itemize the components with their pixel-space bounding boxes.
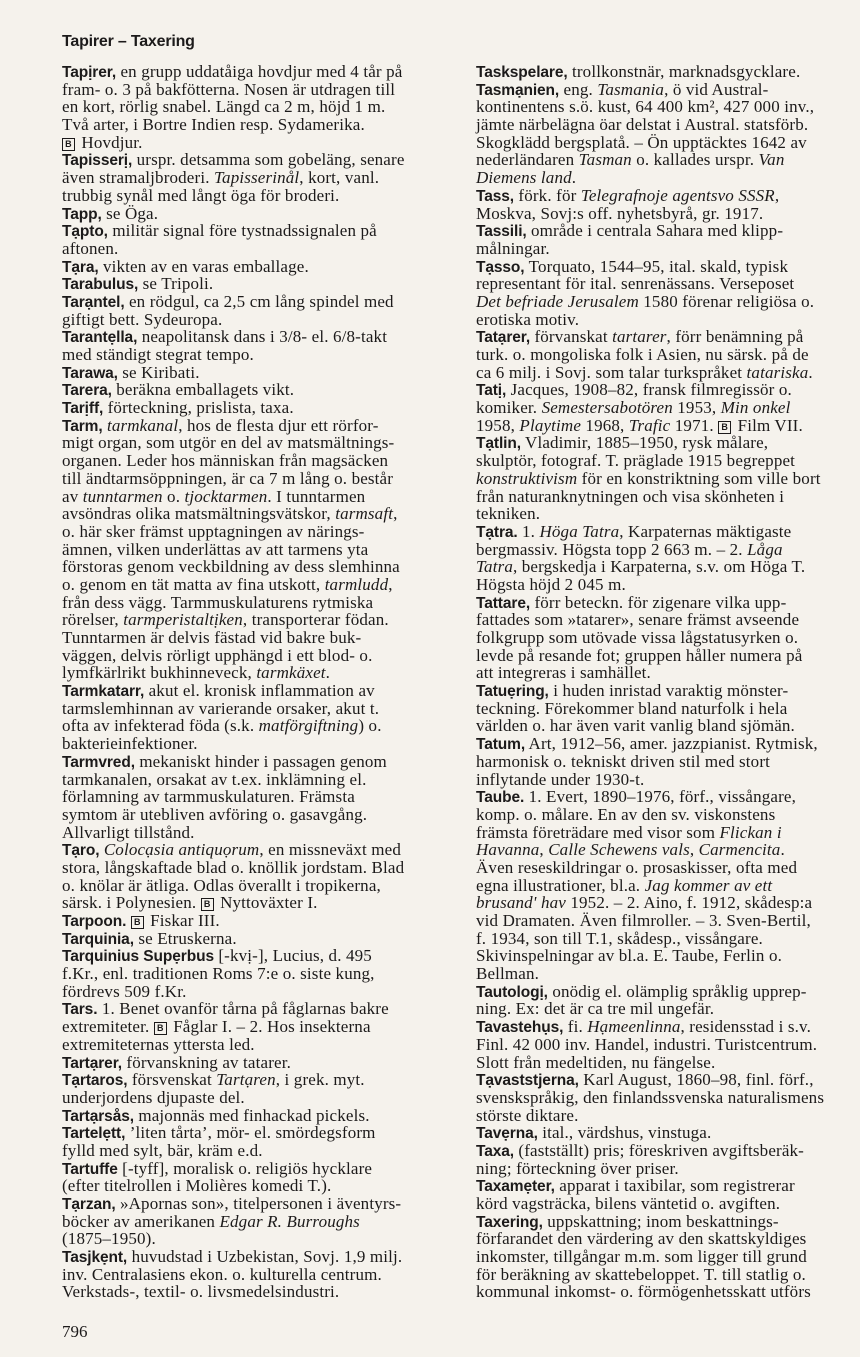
- italic-term: Hạmeenlinna: [587, 1017, 681, 1037]
- entry-headword: Tạra,: [62, 258, 99, 276]
- entry-line: Tatị, Jacques, 1908–82, fransk filmregissör o.: [476, 380, 792, 400]
- entry-line: Taxa, (fastställt) pris; föreskriven avgiftsberäk-: [476, 1140, 804, 1160]
- entry-line: o. här sker främst upptagningen av närings-: [62, 521, 365, 541]
- dictionary-entry: [476, 593, 860, 681]
- entry-line: fördrevs 509 f.Kr.: [62, 981, 187, 1001]
- italic-term: Tasman: [578, 150, 632, 170]
- entry-line: Havanna, Calle Schewens vals, Carmencita.: [476, 840, 785, 860]
- entry-line: (1875–1950).: [62, 1229, 156, 1249]
- entry-line: Tunntarmen är delvis fästad vid bakre buk-: [62, 628, 362, 647]
- entry-headword: Tarantẹlla,: [62, 329, 138, 347]
- entry-line: Det befriade Jerusalem 1580 förenar religiösa o.: [476, 291, 815, 311]
- entry-line: Tatum, Art, 1912–56, amer. jazzpianist. Rytmisk,: [476, 734, 818, 754]
- entry-line: Två arter, i Bortre Indien resp. Sydamerika.: [62, 115, 365, 135]
- entry-line: egna illustrationer, bl.a. Jag kommer av ett: [476, 875, 773, 895]
- dictionary-entry: [62, 946, 452, 999]
- entry-line: Tarịff, förteckning, prislista, taxa.: [62, 398, 294, 418]
- italic-term: Jag kommer av ett: [644, 875, 773, 895]
- entry-line: Tạra, vikten av en varas emballage.: [62, 256, 309, 276]
- entry-line: turk. o. mongoliska folk i Asien, nu särsk. på de: [476, 345, 809, 364]
- italic-term: Van: [758, 150, 785, 170]
- entry-headword: Tapp,: [62, 205, 102, 223]
- dictionary-entry: [62, 62, 452, 150]
- entry-headword: Tarera,: [62, 382, 112, 400]
- entry-line: Tarquinius Supẹrbus [-kvị-], Lucius, d. 495: [62, 946, 372, 966]
- entry-line: Taxamẹter, apparat i taxibilar, som registrerar: [476, 1176, 795, 1196]
- entry-headword: Tass,: [476, 187, 514, 205]
- dictionary-entry: [476, 433, 860, 524]
- entry-line: störste diktare.: [476, 1105, 579, 1125]
- italic-term: tarmsaft: [335, 504, 394, 524]
- entry-headword: Tarpoon.: [62, 913, 127, 930]
- dictionary-entry: [62, 274, 452, 292]
- entry-line: extremiteternas yttersta led.: [62, 1034, 255, 1054]
- italic-term: tarmludd: [324, 574, 389, 594]
- entry-headword: Tạrtaros,: [62, 1072, 128, 1090]
- entry-line: trubbig synål med långt öga för broderi.: [62, 185, 340, 205]
- entry-line: förlamning av tarmmuskulaturen. Främsta: [62, 787, 355, 807]
- entry-line: Tarmvred, mekaniskt hinder i passagen genom: [62, 751, 387, 771]
- italic-term: matförgiftning: [258, 716, 359, 736]
- entry-line: Tautologị, onödig el. olämplig språklig upprep-: [476, 981, 807, 1001]
- entry-line: (efter titelrollen i Molières komedi T.).: [62, 1176, 332, 1196]
- entry-line: Tapp, se Öga.: [62, 203, 159, 223]
- entry-line: Finl. 42 000 inv. Handel, industri. Turistcentrum.: [476, 1034, 818, 1054]
- entry-line: Tattare, förr beteckn. för zigenare vilka upp-: [476, 592, 787, 612]
- entry-line: inv. Centralasiens ekon. o. kulturella centrum.: [62, 1264, 382, 1284]
- dictionary-entry: [62, 999, 452, 1052]
- dictionary-entry: [62, 1070, 452, 1105]
- entry-line: stora, långskaftade blad o. knöllik jordstam. Blad: [62, 857, 405, 877]
- entry-line: körd vagsträcka, bilens väntetid o. avgiften.: [476, 1194, 781, 1213]
- italic-term: Flickan i: [719, 822, 782, 842]
- entry-line: skulptör, fotograf. T. präglade 1915 begreppet: [476, 451, 796, 471]
- dictionary-entry: [62, 840, 452, 911]
- entry-line: Tavastehụs, fi. Hạmeenlinna, residensstad i s.v.: [476, 1017, 811, 1037]
- entry-line: förfarandet den värdering av den skattskyldiges: [476, 1229, 807, 1249]
- entry-line: Tarạntel, en rödgul, ca 2,5 cm lång spindel med: [62, 291, 394, 311]
- entry-headword: Tạtlin,: [476, 435, 521, 453]
- entry-line: folkgrupp som utövade vissa lågstatusyrken o.: [476, 628, 799, 647]
- entry-line: Allvarligt tillstånd.: [62, 822, 195, 842]
- entry-headword: Tavẹrna,: [476, 1125, 538, 1143]
- dictionary-entry: [62, 1123, 452, 1158]
- entry-headword: Tassili,: [476, 223, 527, 241]
- dictionary-entry: [62, 363, 452, 381]
- entry-line: Tapisserị, urspr. detsamma som gobeläng, senare: [62, 150, 405, 170]
- entry-line: komiker. Semestersabotören 1953, Min onkel: [476, 398, 791, 418]
- entry-line: fram- o. 3 på bakfötterna. Nosen är utdragen till: [62, 79, 396, 99]
- dictionary-entry: [62, 911, 452, 929]
- entry-line: bakterieinfektioner.: [62, 734, 198, 754]
- entry-line: bergmassiv. Högsta topp 2 663 m. – 2. Låga: [476, 539, 783, 559]
- entry-line: Tatuẹring, i huden inristad varaktig mönster-: [476, 681, 789, 701]
- italic-term: Semestersabotören: [541, 398, 673, 418]
- entry-line: erotiska motiv.: [476, 309, 580, 329]
- entry-line: vid Dramaten. Även filmroller. – 3. Sven-Bertil,: [476, 911, 811, 930]
- italic-term: tjocktarmen: [184, 486, 268, 506]
- entry-line: världen o. har även varit vanlig bland sjömän.: [476, 716, 795, 736]
- entry-line: ca 6 milj. i Sovj. som talar turkspråket tatariska.: [476, 362, 813, 382]
- dictionary-entry: [62, 929, 452, 947]
- entry-line: tarmslemhinnan av varierande orsaker, akut t.: [62, 698, 380, 718]
- picture-reference-icon: B: [718, 421, 731, 434]
- entry-line: B Hovdjur.: [62, 133, 452, 151]
- dictionary-entry: [476, 257, 860, 328]
- left-column: [62, 62, 452, 1300]
- entry-line: Tạtra. 1. Höga Tatra, Karpaternas mäktigaste: [476, 521, 792, 541]
- entry-line: fattades som »tatarer», senare främst avseende: [476, 610, 800, 630]
- entry-headword: Tavastehụs,: [476, 1019, 564, 1037]
- entry-headword: Tạtra.: [476, 523, 518, 541]
- entry-line: Verkstads-, textil- o. livsmedelsindustri.: [62, 1282, 340, 1302]
- entry-line: Slott från medeltiden, nu fängelse.: [476, 1052, 716, 1072]
- italic-term: tarmperistaltịken: [123, 610, 243, 630]
- entry-headword: Taube.: [476, 789, 525, 807]
- italic-term: Låga: [747, 539, 783, 559]
- entry-line: komp. o. målare. En av den sv. viskonstens: [476, 804, 776, 824]
- entry-line: ning; förteckning över priser.: [476, 1158, 679, 1178]
- entry-headword: Tartuffe: [62, 1160, 118, 1178]
- entry-headword: Tarquinius Supẹrbus: [62, 948, 214, 966]
- entry-line: f. 1934, son till T.1, skådesp., vissångare.: [476, 928, 763, 948]
- entry-line: fylld med sylt, bär, kräm e.d.: [62, 1140, 263, 1160]
- entry-line: 1958, Playtime 1968, Trafic 1971. B Film VII.: [476, 415, 803, 435]
- entry-headword: Tarmkatarr,: [62, 683, 145, 701]
- entry-line: Tarabulus, se Tripoli.: [62, 274, 214, 294]
- entry-line: även stramaljbroderi. Tapisserinål, kort, vanl.: [62, 168, 380, 188]
- entry-headword: Tars.: [62, 1001, 98, 1019]
- entry-headword: Tapịrer,: [62, 64, 117, 81]
- entry-line: Tartuffe [-tyff], moralisk o. religiös hycklare: [62, 1158, 373, 1178]
- entry-headword: Taxa,: [476, 1142, 514, 1160]
- entry-line: ning. Ex: det är ca tre mil ungefär.: [476, 999, 715, 1019]
- entry-line: Tạpto, militär signal före tystnadssignalen på: [62, 221, 377, 241]
- italic-term: Carmencita: [698, 840, 781, 860]
- entry-headword: Taskspelare,: [476, 64, 568, 81]
- entry-line: målningar.: [476, 238, 550, 258]
- running-head: Tapirer – Taxering: [62, 33, 195, 50]
- dictionary-entry: [62, 204, 452, 222]
- entry-line: aftonen.: [62, 238, 119, 258]
- entry-line: Taskspelare, trollkonstnär, marknadsgycklare.: [476, 62, 801, 81]
- entry-line: svenskspråkig, den finlandssvenska naturalismens: [476, 1087, 825, 1107]
- entry-line: Skogklädd bergsplatå. – Ön upptäcktes 1642 av: [476, 132, 807, 152]
- entry-line: avsöndras olika matsmältningsvätskor, tarmsaft,: [62, 504, 398, 524]
- entry-line: att integreras i samhället.: [476, 663, 651, 683]
- dictionary-entry: [476, 80, 860, 186]
- entry-headword: Tạrzan,: [62, 1196, 116, 1213]
- entry-line: o. genom en tät matta av fina utskott, tarmludd,: [62, 574, 393, 594]
- italic-term: tarmkanal: [106, 415, 179, 435]
- entry-line: Tass, förk. för Telegrafnoje agentsvo SSSR,: [476, 185, 780, 205]
- entry-line: brusand' hav 1952. – 2. Aino, f. 1912, skådesp:a: [476, 893, 813, 913]
- entry-line: böcker av amerikanen Edgar R. Burroughs: [62, 1211, 360, 1231]
- italic-term: tunntarmen: [82, 486, 163, 506]
- entry-line: Skivinspelningar av bl.a. E. Taube, Ferlin o.: [476, 946, 783, 966]
- entry-headword: Tatuẹring,: [476, 683, 549, 701]
- italic-term: Trafic: [628, 415, 671, 435]
- italic-term: Calle Schewens vals: [548, 840, 690, 860]
- entry-headword: Taxamẹter,: [476, 1178, 555, 1196]
- dictionary-entry: [476, 62, 860, 80]
- entry-line: Taxering, uppskattning; inom beskattnings-: [476, 1211, 779, 1231]
- entry-headword: Tarawa,: [62, 364, 118, 382]
- picture-reference-icon: B: [131, 916, 144, 929]
- entry-line: främsta företrädare med visor som Flickan i: [476, 822, 782, 842]
- entry-line: Tartelẹtt, ’liten tårta’, mör- el. smördegsform: [62, 1123, 376, 1143]
- italic-term: Tasmania: [597, 79, 665, 99]
- italic-term: Diemens land: [476, 168, 572, 188]
- picture-reference-icon: B: [62, 138, 75, 151]
- entry-headword: Tarabulus,: [62, 276, 139, 294]
- entry-line: Tassili, område i centrala Sahara med klipp-: [476, 221, 784, 241]
- dictionary-entry: [476, 1212, 860, 1300]
- entry-line: Bellman.: [476, 964, 540, 984]
- entry-line: Taube. 1. Evert, 1890–1976, förf., vissångare,: [476, 787, 797, 807]
- entry-line: Tarantẹlla, neapolitansk dans i 3/8- el. 6/8-takt: [62, 327, 388, 347]
- italic-term: Edgar R. Burroughs: [219, 1211, 360, 1231]
- entry-line: Tạvaststjerna, Karl August, 1860–98, finl. förf.,: [476, 1070, 814, 1090]
- entry-headword: Taxering,: [476, 1213, 543, 1231]
- entry-line: Tarquinia, se Etruskerna.: [62, 928, 237, 948]
- entry-line: Tavẹrna, ital., värdshus, vinstuga.: [476, 1123, 712, 1143]
- entry-headword: Tasjkẹnt,: [62, 1249, 128, 1267]
- entry-line: Tarera, beräkna emballagets vikt.: [62, 380, 295, 400]
- dictionary-entry: [476, 1017, 860, 1070]
- italic-term: konstruktivism: [476, 468, 578, 488]
- dictionary-entry: [476, 1070, 860, 1123]
- italic-term: Tartạren: [216, 1070, 276, 1090]
- dictionary-entry: [476, 681, 860, 734]
- entry-line: levde på resande fot; gruppen håller numera på: [476, 645, 803, 665]
- entry-line: Tạro, Colocạsia antiquọrum, en missneväxt med: [62, 840, 402, 860]
- picture-reference-icon: B: [154, 1022, 167, 1035]
- entry-line: från dess vägg. Tarmmuskulaturens rytmiska: [62, 592, 374, 612]
- entry-line: kommunal inkomst- o. förmögenhetsskatt utförs: [476, 1282, 811, 1302]
- entry-line: Tartạrer, förvanskning av tatarer.: [62, 1052, 291, 1072]
- entry-headword: Tartelẹtt,: [62, 1125, 126, 1143]
- dictionary-entry: [62, 1106, 452, 1124]
- entry-headword: Tatạrer,: [476, 329, 531, 347]
- entry-line: Tạrzan, »Apornas son», titelpersonen i äventyrs-: [62, 1194, 402, 1213]
- entry-line: Tarm, tarmkanal, hos de flesta djur ett rörfor-: [62, 415, 379, 435]
- entry-line: inflytande under 1930-t.: [476, 769, 645, 789]
- dictionary-entry: [476, 787, 860, 982]
- entry-line: inkomster, tillgångar m.m. som ligger till grund: [476, 1247, 807, 1267]
- entry-line: med ständigt stegrat tempo.: [62, 345, 254, 364]
- italic-term: brusand' hav: [476, 893, 566, 913]
- entry-line: Tạsso, Torquato, 1544–95, ital. skald, typisk: [476, 256, 789, 276]
- italic-term: Playtime: [519, 415, 582, 435]
- entry-line: tekniken.: [476, 504, 541, 524]
- italic-term: Havanna: [476, 840, 540, 860]
- entry-line: Diemens land.: [476, 168, 577, 188]
- entry-headword: Tapisserị,: [62, 152, 133, 170]
- right-column: [476, 62, 860, 1300]
- italic-term: Min onkel: [720, 398, 791, 418]
- dictionary-entry: [476, 522, 860, 593]
- entry-line: Högsta höjd 2 045 m.: [476, 574, 626, 594]
- entry-line: teckning. Förekommer bland naturfolk i hela: [476, 698, 788, 718]
- dictionary-entry: [62, 150, 452, 203]
- entry-line: giftigt bett. Sydeuropa.: [62, 309, 223, 329]
- dictionary-entry: [476, 221, 860, 256]
- dictionary-entry: [62, 1159, 452, 1194]
- entry-line: särsk. i Polynesien. B Nyttoväxter I.: [62, 893, 318, 913]
- entry-line: Tars. 1. Benet ovanför tårna på fåglarnas bakre: [62, 999, 389, 1019]
- italic-term: Tatra: [476, 557, 513, 577]
- dictionary-entry: [476, 1141, 860, 1176]
- dictionary-entry: [62, 416, 452, 681]
- dictionary-entry: [62, 752, 452, 840]
- entry-headword: Tatị,: [476, 382, 507, 400]
- dictionary-entry: [62, 398, 452, 416]
- entry-line: en kort, rörlig snabel. Längd ca 2 m, höjd 1 m.: [62, 97, 386, 117]
- entry-line: från naturanknytningen och visa skönheten i: [476, 486, 785, 506]
- entry-headword: Tartạrer,: [62, 1054, 122, 1072]
- entry-line: extremiteter. B Fåglar I. – 2. Hos insekterna: [62, 1017, 371, 1037]
- entry-headword: Tartạrsås,: [62, 1107, 134, 1125]
- dictionary-entry: [62, 292, 452, 327]
- entry-line: kontinentens s.ö. kust, 64 400 km², 427 000 inv.,: [476, 97, 815, 117]
- entry-headword: Tarạntel,: [62, 293, 125, 311]
- entry-line: f.Kr., enl. traditionen Roms 7:e o. siste kung,: [62, 964, 375, 984]
- entry-line: för beräkning av skattebeloppet. T. till statlig o.: [476, 1264, 806, 1284]
- entry-line: Tarawa, se Kiribati.: [62, 362, 200, 382]
- entry-headword: Tasmạnien,: [476, 81, 560, 99]
- dictionary-entry: [62, 380, 452, 398]
- page-number: 796: [62, 1322, 88, 1341]
- italic-term: tartarer: [612, 327, 667, 347]
- dictionary-entry: [62, 257, 452, 275]
- italic-term: Tapisserinål: [214, 168, 300, 188]
- entry-line: till ändtarmsöppningen, är ca 7 m lång o. består: [62, 468, 394, 488]
- dictionary-entry: [62, 1053, 452, 1071]
- entry-headword: Tarm,: [62, 417, 103, 435]
- dictionary-entry: [476, 734, 860, 787]
- entry-headword: Tarịff,: [62, 400, 104, 418]
- dictionary-entry: [62, 327, 452, 362]
- entry-line: av tunntarmen o. tjocktarmen. I tunntarmen: [62, 486, 366, 506]
- entry-headword: Tatum,: [476, 736, 526, 754]
- entry-headword: Tautologị,: [476, 983, 548, 1001]
- entry-line: harmonisk o. tekniskt driven stil med stort: [476, 751, 771, 771]
- entry-headword: Tattare,: [476, 594, 531, 612]
- dictionary-entry: [476, 982, 860, 1017]
- entry-headword: Tarmvred,: [62, 753, 135, 771]
- entry-line: Moskva, Sovj:s off. nyhetsbyrå, gr. 1917.: [476, 203, 764, 223]
- entry-line: o. knölar är ätliga. Odlas överallt i tropikerna,: [62, 875, 381, 895]
- italic-term: tarmkäxet: [256, 663, 326, 683]
- italic-term: Telegrafnoje agentsvo SSSR: [580, 185, 775, 205]
- dictionary-entry: [476, 327, 860, 380]
- picture-reference-icon: B: [201, 898, 214, 911]
- entry-line: Även reseskildringar o. prosaskisser, ofta med: [476, 857, 798, 877]
- entry-line: migt organ, som utgör en del av matsmältnings-: [62, 433, 395, 453]
- dictionary-entry: [62, 681, 452, 752]
- entry-line: underjordens djupaste del.: [62, 1087, 245, 1107]
- entry-line: konstruktivism för en konstriktning som ville bort: [476, 468, 821, 488]
- dictionary-entry: [476, 380, 860, 433]
- entry-line: Tasmạnien, eng. Tasmania, ö vid Austral-: [476, 79, 769, 99]
- entry-line: väggen, delvis rörligt upphängd i ett blod- o.: [62, 645, 373, 665]
- entry-line: Tasjkẹnt, huvudstad i Uzbekistan, Sovj. 1,9 milj.: [62, 1247, 403, 1267]
- entry-line: tarmkanalen, orsakat av t.ex. inklämning el.: [62, 769, 367, 789]
- entry-line: representant för ital. senrenässans. Verseposet: [476, 274, 795, 294]
- dictionary-entry: [476, 1123, 860, 1141]
- entry-line: Tartạrsås, majonnäs med finhackad pickels.: [62, 1105, 370, 1125]
- entry-line: ofta av infekterad föda (s.k. matförgiftning) o.: [62, 716, 382, 736]
- dictionary-entry: [62, 1247, 452, 1300]
- italic-term: Höga Tatra: [539, 521, 620, 541]
- entry-line: förstoras genom veckbildning av dess slemhinna: [62, 557, 400, 577]
- entry-line: nederländaren Tasman o. kallades urspr. Van: [476, 150, 785, 170]
- entry-line: Tạrtaros, försvenskat Tartạren, i grek. myt.: [62, 1070, 365, 1090]
- entry-line: Tarmkatarr, akut el. kronisk inflammation av: [62, 681, 375, 701]
- entry-headword: Tạsso,: [476, 258, 525, 276]
- entry-headword: Tarquinia,: [62, 930, 134, 948]
- entry-line: Tatra, bergskedja i Karpaterna, s.v. om Höga T.: [476, 557, 806, 577]
- entry-line: ämnen, vilken underlättas av att tarmens yta: [62, 539, 369, 559]
- entry-line: Tạtlin, Vladimir, 1885–1950, rysk målare,: [476, 433, 769, 453]
- italic-term: Det befriade Jerusalem: [476, 291, 639, 311]
- entry-line: rörelser, tarmperistaltịken, transporterar födan.: [62, 610, 389, 630]
- entry-line: organen. Leder hos människan från magsäcken: [62, 451, 389, 471]
- entry-headword: Tạpto,: [62, 223, 108, 241]
- dictionary-entry: [476, 1176, 860, 1211]
- dictionary-entry: [62, 221, 452, 256]
- entry-line: jämte närbelägna öar delstat i Austral. statsförb.: [476, 115, 809, 135]
- italic-term: Colocạsia antiquọrum: [103, 840, 260, 860]
- entry-headword: Tạvaststjerna,: [476, 1072, 579, 1090]
- entry-line: Tarpoon. B Fiskar III.: [62, 911, 220, 930]
- entry-line: Tapịrer, en grupp uddatåiga hovdjur med 4 tår på: [62, 62, 403, 81]
- entry-line: Tatạrer, förvanskat tartarer, förr benämning på: [476, 327, 804, 347]
- italic-term: tatariska: [746, 362, 809, 382]
- entry-line: symtom är utebliven avföring o. gasavgång.: [62, 804, 368, 824]
- entry-line: lymfkärlrikt bukhinneveck, tarmkäxet.: [62, 663, 331, 683]
- entry-headword: Tạro,: [62, 842, 100, 860]
- dictionary-entry: [62, 1194, 452, 1247]
- dictionary-entry: [476, 186, 860, 221]
